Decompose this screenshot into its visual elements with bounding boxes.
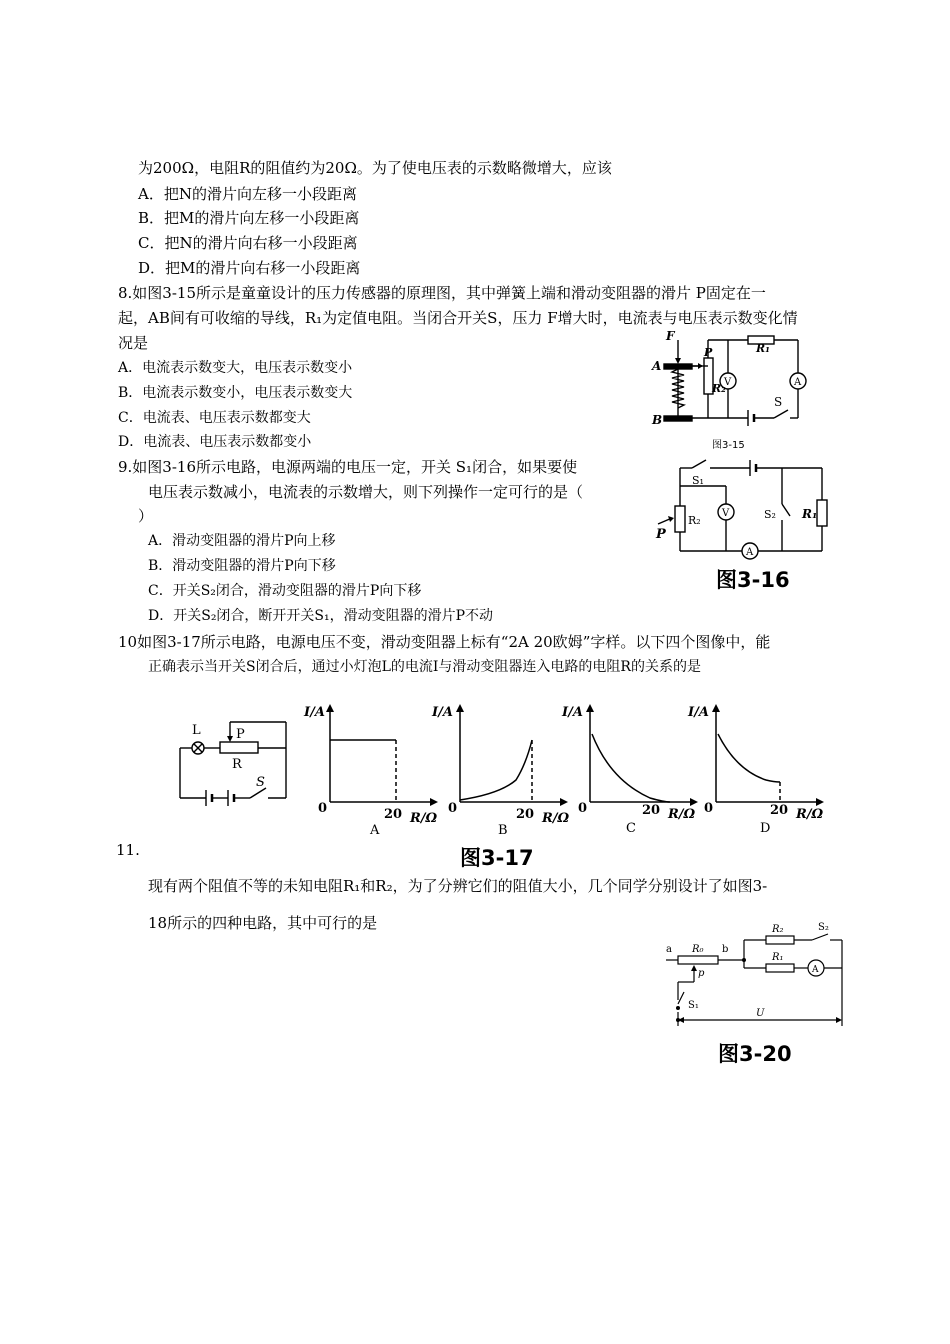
fig316-label-s2: S₂ xyxy=(764,508,776,521)
figure-3-20 xyxy=(664,916,844,1066)
fig320-label-r0: R₀ xyxy=(692,944,704,955)
fig320-label-s2: S₂ xyxy=(818,922,829,933)
fig315-label-p: P xyxy=(704,346,713,359)
graph-b-xlabel: R/Ω xyxy=(542,811,570,826)
q8-line-2: 起，AB间有可收缩的导线，R₁为定值电阻。当闭合开关S，压力 F增大时，电流表与电压表示数变化情 xyxy=(118,309,798,327)
figure-3-20-circuit xyxy=(664,916,844,1034)
fig320-label-ammeter: A xyxy=(812,965,819,975)
figure-3-17-drawing xyxy=(170,700,840,840)
figure-3-15-caption: 图3-15 xyxy=(712,440,745,451)
graph-d-ylabel: I/A xyxy=(688,705,709,720)
fig320-label-u: U xyxy=(756,1008,765,1019)
fig315-label-a: A xyxy=(652,359,662,373)
q8-option-c: C．电流表、电压表示数都变大 xyxy=(118,410,311,426)
graph-a-xlabel: R/Ω xyxy=(410,811,438,826)
graph-b-letter: B xyxy=(498,823,508,838)
q11-number: 11. xyxy=(116,841,140,859)
fig315-label-s: S xyxy=(774,395,783,409)
fig317-label-p: P xyxy=(236,727,245,742)
figure-3-17 xyxy=(170,700,840,870)
q8-option-b: B．电流表示数变小，电压表示数变大 xyxy=(118,385,353,401)
graph-d xyxy=(687,704,824,836)
figure-3-15 xyxy=(648,328,808,453)
fig320-label-a: a xyxy=(666,944,672,955)
fig316-label-p: P xyxy=(656,527,666,542)
fig316-label-s1: S₁ xyxy=(692,474,704,487)
graph-a xyxy=(303,704,438,838)
graph-c-xlabel: R/Ω xyxy=(668,807,696,822)
fig315-label-f: F xyxy=(666,329,675,343)
q10-line-1: 10如图3-17所示电路，电源电压不变，滑动变阻器上标有“2A 20欧姆”字样。以下四个图像中，能 xyxy=(118,633,771,651)
graph-d-tick: 20 xyxy=(770,803,789,818)
q9-line-3: ） xyxy=(138,507,154,525)
graph-a-letter: A xyxy=(370,823,380,838)
q7-option-b: B．把M的滑片向左移一小段距离 xyxy=(138,209,360,227)
fig315-label-v: V xyxy=(724,377,732,388)
fig315-label-r2: R₂ xyxy=(712,382,726,395)
q8-line-1: 8.如图3-15所示是童童设计的压力传感器的原理图，其中弹簧上端和滑动变阻器的滑片 P固定在一 xyxy=(118,284,766,302)
graph-c-tick: 20 xyxy=(642,803,661,818)
graph-a-ylabel: I/A xyxy=(304,705,325,720)
figure-3-16-caption: 图3-16 xyxy=(716,568,790,592)
fig316-label-ammeter: A xyxy=(746,547,754,558)
graph-d-xlabel: R/Ω xyxy=(796,807,824,822)
q9-option-d: D．开关S₂闭合，断开开关S₁，滑动变阻器的滑片P不动 xyxy=(148,608,494,624)
fig320-label-p: p xyxy=(698,968,705,979)
q10-line-2: 正确表示当开关S闭合后，通过小灯泡L的电流I与滑动变阻器连入电路的电阻R的关系的是 xyxy=(148,659,701,675)
fig320-label-b: b xyxy=(722,944,729,955)
graph-a-origin: 0 xyxy=(318,801,328,816)
fig316-label-v: V xyxy=(722,508,730,519)
figure-3-20-caption: 图3-20 xyxy=(718,1042,792,1066)
graph-b-tick: 20 xyxy=(516,807,535,822)
fig317-label-l: L xyxy=(192,723,201,738)
graph-b xyxy=(431,704,570,838)
graph-a-tick: 20 xyxy=(384,807,403,822)
q7-option-a: A．把N的滑片向左移一小段距离 xyxy=(138,185,357,203)
fig320-label-r1: R₁ xyxy=(772,952,784,963)
q11-line-2: 18所示的四种电路，其中可行的是 xyxy=(148,914,378,932)
fig315-label-ammeter: A xyxy=(794,377,802,388)
figure-3-17-caption: 图3-17 xyxy=(460,846,534,870)
graph-c-origin: 0 xyxy=(578,801,588,816)
fig317-label-r: R xyxy=(232,757,242,772)
graph-c-letter: C xyxy=(626,821,636,836)
q11-line-1: 现有两个阻值不等的未知电阻R₁和R₂，为了分辨它们的阻值大小，几个同学分别设计了如图3- xyxy=(148,877,768,895)
fig317-label-s: S xyxy=(256,775,265,790)
fig315-label-b: B xyxy=(652,413,663,427)
graph-c-ylabel: I/A xyxy=(562,705,583,720)
q9-option-c: C．开关S₂闭合，滑动变阻器的滑片P向下移 xyxy=(148,583,422,599)
q8-line-3: 况是 xyxy=(118,334,149,352)
q7-option-d: D．把M的滑片向右移一小段距离 xyxy=(138,259,361,277)
q9-line-2: 电压表示数减小，电流表的示数增大，则下列操作一定可行的是（ xyxy=(148,483,584,501)
fig320-label-s1: S₁ xyxy=(688,1000,699,1011)
q7-option-c: C．把N的滑片向右移一小段距离 xyxy=(138,234,358,252)
graph-b-origin: 0 xyxy=(448,801,458,816)
graph-c xyxy=(561,704,698,836)
fig316-label-r2: R₂ xyxy=(688,514,701,527)
graph-d-origin: 0 xyxy=(704,801,714,816)
graph-b-ylabel: I/A xyxy=(432,705,453,720)
q7-stem-continuation: 为200Ω，电阻R的阻值约为20Ω。为了使电压表的示数略微增大，应该 xyxy=(138,159,612,177)
q8-option-d: D．电流表、电压表示数都变小 xyxy=(118,434,312,450)
figure-3-15-circuit xyxy=(648,328,808,453)
q8-option-a: A．电流表示数变大，电压表示数变小 xyxy=(118,360,353,376)
q9-line-1: 9.如图3-16所示电路，电源两端的电压一定，开关 S₁闭合，如果要使 xyxy=(118,458,578,476)
q9-option-a: A．滑动变阻器的滑片P向上移 xyxy=(148,533,336,549)
figure-3-16 xyxy=(652,456,832,591)
figure-3-16-circuit xyxy=(652,456,832,561)
fig320-label-r2: R₂ xyxy=(772,924,784,935)
q9-option-b: B．滑动变阻器的滑片P向下移 xyxy=(148,558,336,574)
graph-d-letter: D xyxy=(760,821,771,836)
fig316-label-r1: R₁ xyxy=(802,507,818,521)
fig315-label-r1: R₁ xyxy=(756,342,770,355)
